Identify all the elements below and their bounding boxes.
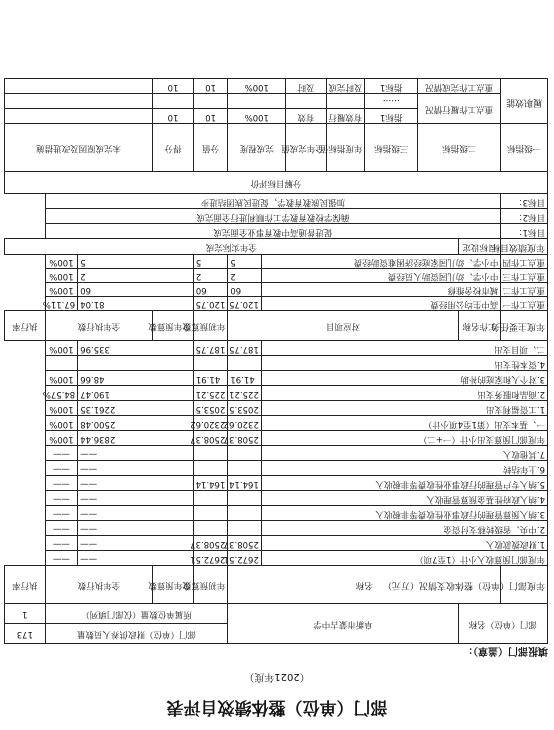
budget-row	[5, 371, 548, 386]
goal-rows	[5, 194, 548, 239]
task-initial: 5	[228, 255, 262, 269]
budget-item-name: 3.对个人和家庭的补助	[261, 371, 547, 386]
goal-text: 确保学校教育教学工作顺利进行全面完成	[45, 209, 501, 224]
budget-executed: ——	[78, 521, 194, 536]
goal-text: 加强民族教育教学，促进民族团结进步	[45, 194, 501, 209]
budget-executed: ——	[78, 476, 194, 491]
eval-score-weight	[193, 94, 228, 109]
goal-label: 目标1：	[501, 224, 548, 239]
eval-score-weight: 10	[193, 79, 228, 94]
goal-row	[5, 194, 548, 209]
task-full-year: 2	[193, 269, 228, 283]
budget-header: 名称	[228, 566, 501, 604]
task-header: 工作名称	[458, 311, 501, 341]
info-row	[5, 624, 548, 644]
budget-row	[5, 446, 548, 461]
budget-initial: 2508.37	[228, 431, 262, 446]
eval-header: 二级指标	[418, 124, 501, 172]
budget-initial: 41.91	[228, 371, 262, 386]
budget-row	[5, 416, 548, 431]
budget-full-year: 2053.5	[193, 401, 228, 416]
budget-full-year: 187.75	[193, 341, 228, 356]
budget-item-name: 4.资本性支出	[261, 356, 547, 371]
eval-rows	[5, 79, 548, 124]
budget-section-label: 年度部门（单位）整体收支情况（万元）	[501, 566, 548, 604]
budget-exec-rate	[45, 356, 77, 371]
task-row	[5, 255, 548, 269]
dept-value: 阜新市蒙古中学	[228, 604, 458, 644]
budget-full-year: 2508.37	[193, 431, 228, 446]
budget-row	[5, 341, 548, 356]
budget-exec-rate: ——	[45, 506, 77, 521]
eval-target-value: 有效履行	[326, 109, 365, 124]
eval-score: 10	[153, 109, 194, 124]
budget-executed: 335.96	[78, 341, 194, 356]
budget-row	[5, 536, 548, 551]
eval-level2: 重点工作完成情况	[418, 79, 501, 94]
self-evaluation-table	[4, 78, 548, 644]
budget-executed: 2261.35	[78, 401, 194, 416]
eval-header: 未完成原因及改进措施	[5, 124, 153, 172]
budget-exec-rate: ——	[45, 491, 77, 506]
budget-header-row	[5, 566, 548, 604]
eval-reason	[5, 109, 153, 124]
task-exec-rate: 100%	[45, 255, 77, 269]
task-project: 中小学、幼儿园家庭经济困难资助经费	[261, 255, 500, 269]
task-name: 重点工作一	[501, 297, 548, 311]
budget-executed: ——	[78, 506, 194, 521]
eval-actual-value	[286, 94, 327, 109]
eval-row	[5, 79, 548, 94]
eval-row	[5, 109, 548, 124]
task-full-year: 60	[193, 283, 228, 297]
budget-exec-rate: ——	[45, 461, 77, 476]
task-exec-rate: 100%	[45, 269, 77, 283]
budget-item-name: 7.其他收入	[261, 446, 547, 461]
budget-row	[5, 461, 548, 476]
budget-exec-rate: ——	[45, 551, 77, 566]
budget-item-name: 年度部门预算收入小计（1至7项）	[261, 551, 547, 566]
budget-exec-rate: ——	[45, 521, 77, 536]
budget-executed: ——	[78, 491, 194, 506]
budget-initial: 187.75	[228, 341, 262, 356]
eval-level2: 重点工作履行情况	[418, 94, 501, 124]
task-rows	[5, 255, 548, 311]
budget-full-year	[193, 446, 228, 461]
budget-item-name: 5.纳入专户管理的行政事业性收费等非税收入	[261, 476, 547, 491]
budget-item-name: 1.财政拨款收入	[261, 536, 547, 551]
budget-initial	[228, 521, 262, 536]
task-name: 重点工作四	[501, 255, 548, 269]
goal-row	[5, 209, 548, 224]
budget-initial	[228, 446, 262, 461]
budget-row	[5, 431, 548, 446]
budget-header: 全年执行数	[45, 566, 153, 604]
budget-row	[5, 401, 548, 416]
eval-completion: 100%	[228, 109, 286, 124]
budget-executed: ——	[78, 551, 194, 566]
budget-initial	[228, 506, 262, 521]
eval-completion	[228, 94, 286, 109]
budget-initial: 164.14	[228, 476, 262, 491]
budget-row	[5, 506, 548, 521]
budget-full-year	[193, 461, 228, 476]
budget-rows	[5, 341, 548, 566]
budget-item-name: 3.纳入预算管理的行政事业性收费等非税收入	[261, 506, 547, 521]
budget-exec-rate: ——	[45, 476, 77, 491]
budget-item-name: 二、项目支出	[261, 341, 547, 356]
goal-header: 全年实际完成	[5, 239, 459, 255]
task-row	[5, 283, 548, 297]
goal-row	[5, 224, 548, 239]
budget-full-year: 164.14	[193, 476, 228, 491]
budget-exec-rate: 100%	[45, 431, 77, 446]
goal-label: 目标2：	[501, 209, 548, 224]
eval-header-row	[5, 124, 548, 172]
budget-exec-rate: 100%	[45, 341, 77, 356]
eval-header: 分值	[193, 124, 228, 172]
budget-full-year	[193, 356, 228, 371]
budget-full-year: 225.21	[193, 386, 228, 401]
eval-header: 一级指标	[501, 124, 548, 172]
eval-header: 得分	[153, 124, 194, 172]
budget-header: 年初预算数	[193, 566, 228, 604]
task-row	[5, 269, 548, 283]
goal-header-row	[5, 239, 548, 255]
staff-value: 173	[5, 624, 46, 644]
budget-row	[5, 476, 548, 491]
budget-executed: 190.47	[78, 386, 194, 401]
sub-value: 1	[5, 604, 46, 624]
budget-initial	[228, 461, 262, 476]
budget-item-name: 2.中央、省级转移支付资金	[261, 521, 547, 536]
filler-label: 填报部门（盖章）：	[463, 645, 548, 656]
budget-initial: 2508.37	[228, 536, 262, 551]
budget-full-year: 2320.62	[193, 416, 228, 431]
task-header: 全年预算数	[153, 311, 194, 341]
budget-exec-rate: ——	[45, 446, 77, 461]
task-executed: 81.04	[78, 297, 194, 311]
task-section-label: 年度主要任务	[501, 311, 548, 341]
eval-score-weight: 10	[193, 109, 228, 124]
task-executed: 2	[78, 269, 194, 283]
eval-title-row	[5, 172, 548, 194]
eval-header: 完成程度	[228, 124, 286, 172]
eval-score	[153, 94, 194, 109]
task-header: 全年执行数	[45, 311, 153, 341]
eval-score: 10	[153, 79, 194, 94]
sub-label: 所属单位数量（仅部门填列）	[45, 604, 228, 624]
task-exec-rate: 100%	[45, 283, 77, 297]
goal-section-label: 年度绩效目标	[501, 239, 548, 255]
task-header: 年初预算数	[193, 311, 228, 341]
budget-full-year: 2672.51	[193, 551, 228, 566]
eval-actual-value: 有效	[286, 109, 327, 124]
budget-initial	[228, 491, 262, 506]
budget-executed: ——	[78, 461, 194, 476]
eval-header: 年度指标值	[326, 124, 365, 172]
budget-full-year: 2508.37	[193, 536, 228, 551]
budget-row	[5, 386, 548, 401]
eval-title: 分解目标评价	[5, 172, 548, 194]
budget-exec-rate: ——	[45, 536, 77, 551]
budget-exec-rate: 100%	[45, 416, 77, 431]
budget-full-year	[193, 491, 228, 506]
budget-executed: 48.66	[78, 371, 194, 386]
budget-item-name: 一、基本支出（第1至4项小计）	[261, 416, 547, 431]
task-initial: 60	[228, 283, 262, 297]
budget-executed: ——	[78, 446, 194, 461]
budget-item-name: 1.工资福利支出	[261, 401, 547, 416]
budget-initial: 225.21	[228, 386, 262, 401]
budget-initial: 2053.5	[228, 401, 262, 416]
budget-full-year: 41.91	[193, 371, 228, 386]
budget-initial: 2672.51	[228, 551, 262, 566]
budget-initial	[228, 356, 262, 371]
task-initial: 2	[228, 269, 262, 283]
task-header: 对应项目	[228, 311, 458, 341]
budget-executed	[78, 356, 194, 371]
budget-executed: 2836.44	[78, 431, 194, 446]
task-initial: 120.75	[228, 297, 262, 311]
budget-header: 全年预算数	[153, 566, 194, 604]
staff-label: 部门（单位）财政供养人员数量	[45, 624, 228, 644]
task-full-year: 120.75	[193, 297, 228, 311]
budget-row	[5, 521, 548, 536]
budget-executed: ——	[78, 536, 194, 551]
budget-item-name: 2.商品和服务支出	[261, 386, 547, 401]
task-project: 城市校舍维修	[261, 283, 500, 297]
goal-label: 目标3：	[501, 194, 548, 209]
report-year: （2021年度）	[244, 671, 310, 682]
dept-label: 部门（单位）名称	[458, 604, 547, 644]
eval-header: 三级指标	[365, 124, 418, 172]
task-exec-rate: 67.11%	[45, 297, 77, 311]
budget-initial: 2320.62	[228, 416, 262, 431]
eval-level3: 指标1	[365, 79, 418, 94]
goal-target-label: 目标设定	[458, 239, 501, 255]
task-name: 重点工作二	[501, 283, 548, 297]
task-full-year: 5	[193, 255, 228, 269]
budget-row	[5, 356, 548, 371]
goal-text: 促进普通高中教育事业全面完成	[45, 224, 501, 239]
task-project: 高中生均公用经费	[261, 297, 500, 311]
task-header-row	[5, 311, 548, 341]
page-title: 部门（单位）整体绩效自评表	[166, 697, 388, 717]
eval-target-value: 及时完成	[326, 79, 365, 94]
budget-full-year	[193, 506, 228, 521]
task-executed: 60	[78, 283, 194, 297]
budget-row	[5, 491, 548, 506]
task-executed: 5	[78, 255, 194, 269]
eval-target-value	[326, 94, 365, 109]
budget-row	[5, 551, 548, 566]
task-project: 中小学、幼儿园资助人员经费	[261, 269, 500, 283]
eval-reason	[5, 94, 153, 109]
eval-level3: ……	[365, 94, 418, 109]
budget-item-name: 4.纳入政府性基金预算管理收入	[261, 491, 547, 506]
budget-executed: 2500.48	[78, 416, 194, 431]
task-row	[5, 297, 548, 311]
budget-item-name: 年度部门预算支出小计（一+二）	[261, 431, 547, 446]
eval-header: 全年完成值	[286, 124, 327, 172]
budget-exec-rate: 100%	[45, 401, 77, 416]
task-name: 重点工作三	[501, 269, 548, 283]
task-header: 执行率	[5, 311, 46, 341]
eval-completion: 100%	[228, 79, 286, 94]
budget-header: 执行率	[5, 566, 46, 604]
eval-reason	[5, 79, 153, 94]
eval-level1: 履职效能	[501, 79, 548, 124]
eval-actual-value: 及时	[286, 79, 327, 94]
budget-full-year	[193, 521, 228, 536]
eval-level3: 指标1	[365, 109, 418, 124]
budget-item-name: 6.上年结转	[261, 461, 547, 476]
budget-exec-rate: 84.57%	[45, 386, 77, 401]
budget-exec-rate: 100%	[45, 371, 77, 386]
